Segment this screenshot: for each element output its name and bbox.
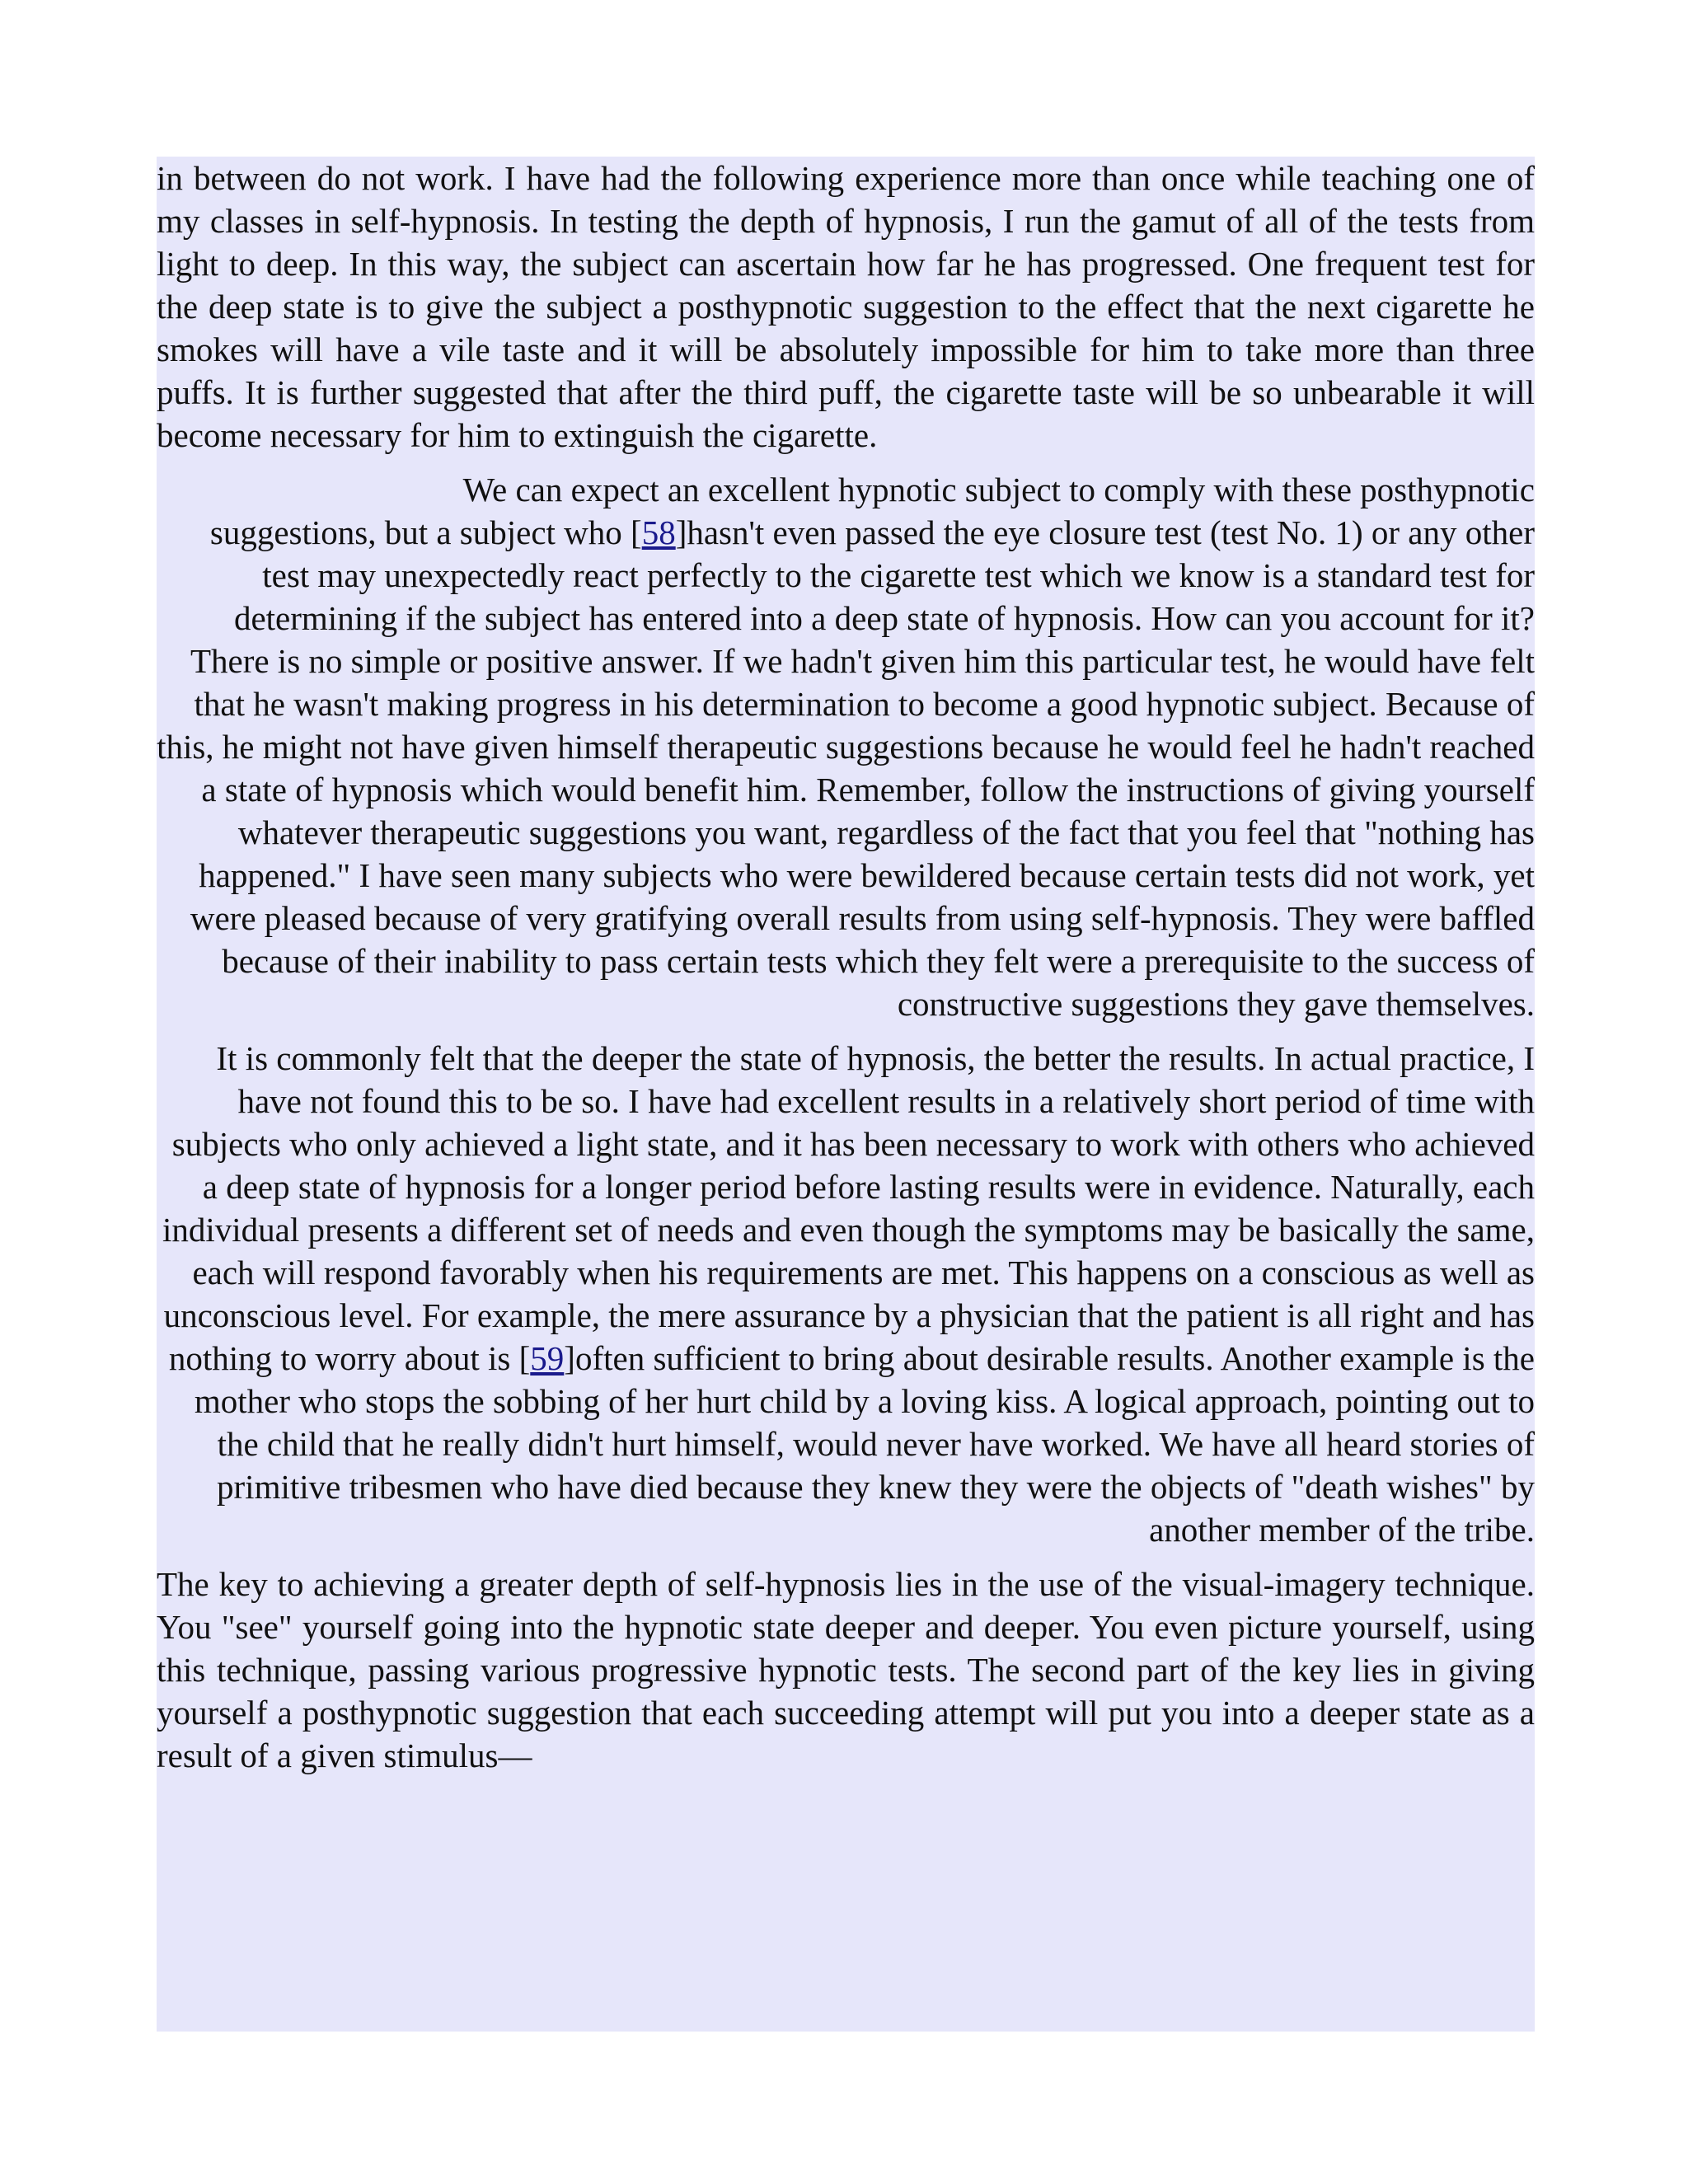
page-58-link[interactable]: 58 <box>641 513 676 551</box>
paragraph-3-text-after: ]often sufficient to bring about desirable results. Another example is the mother who stops the sobbing of her hurt child by a loving kiss. A logical approach, pointing out to the child that he really didn't hurt himself, would never have worked. We have all heard stories of primitive tribesmen who have died because they knew they were the objects of "death wishes" by another member of the tribe. <box>194 1339 1535 1549</box>
paragraph-1: in between do not work. I have had the following experience more than once while teaching one of my classes in self-hypnosis. In testing the depth of hypnosis, I run the gamut of all of the tests from light to deep. In this way, the subject can ascertain how far he has progressed. One frequent test for the deep state is to give the subject a posthypnotic suggestion to the effect that the next cigarette he smokes will have a vile taste and it will be absolutely impossible for him to take more than three puffs. It is further suggested that after the third puff, the cigarette taste will be so unbearable it will become necessary for him to extinguish the cigarette. <box>157 159 1535 454</box>
paragraph-3-text-before: It is commonly felt that the deeper the state of hypnosis, the better the results. In actual practice, I have not found this to be so. I have had excellent results in a relatively short period of time with subjects who only achieved a light state, and it has been necessary to work with others who achieved a deep state of hypnosis for a longer period before lasting results were in evidence. Naturally, each individual presents a different set of needs and even though the symptoms may be basically the same, each will respond favorably when his requirements are met. This happens on a conscious as well as unconscious level. For example, the mere assurance by a physician that the patient is all right and has nothing to worry about is [ <box>162 1039 1535 1377</box>
page-content <box>157 157 1535 2032</box>
paragraph-3 <box>157 1037 1535 1551</box>
paragraph-2-text-before: We can expect an excellent hypnotic subject to comply with these posthypnotic suggestions, but a subject who [ <box>209 471 1535 551</box>
page-59-link[interactable]: 59 <box>530 1339 565 1377</box>
paragraph-2-text-after: ]hasn't even passed the eye closure test (test No. 1) or any other test may unexpectedly react perfectly to the cigarette test which we know is a standard test for determining if the subject has entered into a deep state of hypnosis. How can you account for it? There is no simple or positive answer. If we hadn't given him this particular test, he would have felt that he wasn't making progress in his determination to become a good hypnotic subject. Because of this, he might not have given himself therapeutic suggestions because he would feel he hadn't reached a state of hypnosis which would benefit him. Remember, follow the instructions of giving yourself whatever therapeutic suggestions you want, regardless of the fact that you feel that "nothing has happened." I have seen many subjects who were bewildered because certain tests did not work, yet were pleased because of very gratifying overall results from using self-hypnosis. They were baffled because of their inability to pass certain tests which they felt were a prerequisite to the success of constructive suggestions they gave themselves. <box>157 513 1535 1023</box>
paragraph-2 <box>157 468 1535 1025</box>
paragraph-4: The key to achieving a greater depth of self-hypnosis lies in the use of the visual-imagery technique. You "see" yourself going into the hypnotic state deeper and deeper. You even picture yourself, using this technique, passing various progressive hypnotic tests. The second part of the key lies in giving yourself a posthypnotic suggestion that each succeeding attempt will put you into a deeper state as a result of a given stimulus— <box>157 1565 1535 1774</box>
